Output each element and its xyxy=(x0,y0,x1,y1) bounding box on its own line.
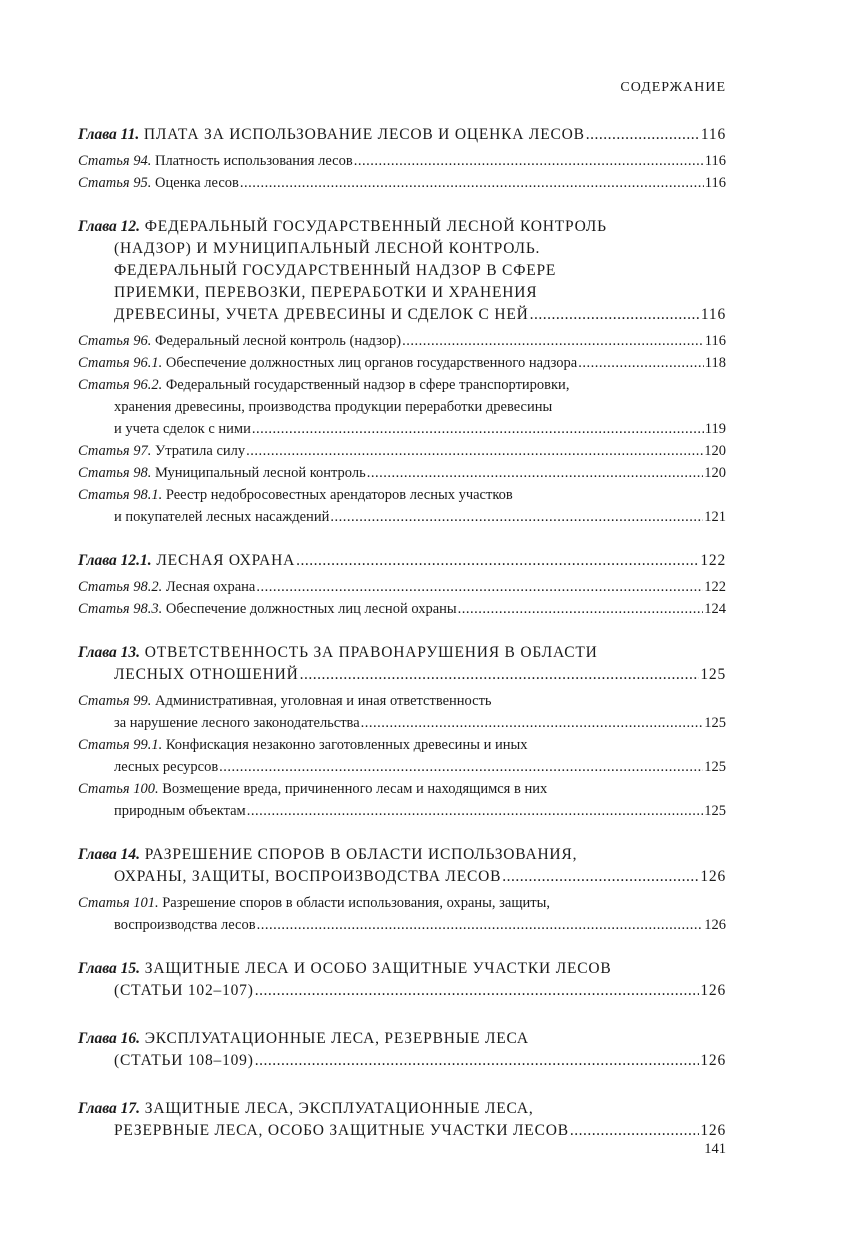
chapter-label: Глава 15. xyxy=(78,960,141,977)
article-label: Статья 100. xyxy=(78,781,159,797)
article-entry[interactable] xyxy=(78,172,726,194)
dot-leader xyxy=(578,352,704,374)
article-line xyxy=(78,352,726,374)
toc-chapter xyxy=(78,216,726,540)
chapter-title-text: (СТАТЬИ 108–109) xyxy=(114,1052,254,1069)
article-title-text: Федеральный государственный надзор в сфере транспортировки, xyxy=(165,377,570,393)
dot-leader xyxy=(256,576,703,598)
chapter-heading[interactable] xyxy=(78,1098,726,1142)
chapter-label: Глава 17. xyxy=(78,1100,141,1117)
chapter-title-text: ЭКСПЛУАТАЦИОННЫЕ ЛЕСА, РЕЗЕРВНЫЕ ЛЕСА xyxy=(144,1030,529,1047)
article-page-number: 125 xyxy=(704,715,726,731)
toc-chapter xyxy=(78,844,726,948)
dot-leader xyxy=(570,1120,700,1142)
article-entry[interactable] xyxy=(78,598,726,620)
article-entry[interactable] xyxy=(78,330,726,352)
chapter-label: Глава 14. xyxy=(78,846,141,863)
article-line xyxy=(78,330,726,352)
article-line xyxy=(78,712,726,734)
article-entry[interactable] xyxy=(78,892,726,936)
article-page-number: 125 xyxy=(704,759,726,775)
article-title-text: хранения древесины, производства продукции переработки древесины xyxy=(114,399,553,415)
article-label: Статья 96.1. xyxy=(78,355,163,371)
chapter-heading[interactable] xyxy=(78,216,726,326)
article-entry[interactable] xyxy=(78,734,726,778)
toc-chapter xyxy=(78,642,726,834)
article-line xyxy=(78,576,726,598)
article-line xyxy=(78,462,726,484)
chapter-heading-line xyxy=(78,1120,726,1142)
chapter-heading-line xyxy=(78,642,726,664)
chapter-heading-line xyxy=(78,282,726,304)
article-line xyxy=(78,418,726,440)
article-entry[interactable] xyxy=(78,440,726,462)
article-title-text: Возмещение вреда, причиненного лесам и находящимся в них xyxy=(162,781,548,797)
article-page-number: 122 xyxy=(704,579,726,595)
article-label: Статья 99. xyxy=(78,693,152,709)
article-list xyxy=(78,576,726,620)
chapter-title-text: РЕЗЕРВНЫЕ ЛЕСА, ОСОБО ЗАЩИТНЫЕ УЧАСТКИ ЛЕСОВ xyxy=(114,1122,569,1139)
article-title-text: лесных ресурсов xyxy=(114,759,219,775)
chapter-title-text: (НАДЗОР) И МУНИЦИПАЛЬНЫЙ ЛЕСНОЙ КОНТРОЛЬ. xyxy=(114,240,541,257)
chapter-heading-line xyxy=(78,550,726,572)
chapter-heading[interactable] xyxy=(78,642,726,686)
chapter-title-text: ОТВЕТСТВЕННОСТЬ ЗА ПРАВОНАРУШЕНИЯ В ОБЛАСТИ xyxy=(144,644,598,661)
article-title-text: Реестр недобросовестных арендаторов лесных участков xyxy=(165,487,513,503)
dot-leader xyxy=(240,172,704,194)
article-entry[interactable] xyxy=(78,778,726,822)
article-page-number: 120 xyxy=(704,465,726,481)
article-page-number: 126 xyxy=(704,917,726,933)
article-line xyxy=(78,800,726,822)
article-page-number: 120 xyxy=(704,443,726,459)
chapter-spacer xyxy=(78,936,726,948)
toc-chapter xyxy=(78,1028,726,1088)
chapter-title-text: ПРИЕМКИ, ПЕРЕВОЗКИ, ПЕРЕРАБОТКИ И ХРАНЕНИЯ xyxy=(114,284,538,301)
chapter-page-number: 122 xyxy=(700,552,726,569)
toc-chapter xyxy=(78,1098,726,1142)
chapter-title-text: ЗАЩИТНЫЕ ЛЕСА И ОСОБО ЗАЩИТНЫЕ УЧАСТКИ ЛЕСОВ xyxy=(144,960,612,977)
chapter-page-number: 126 xyxy=(700,1052,726,1069)
chapter-heading-line xyxy=(78,124,726,146)
dot-leader xyxy=(300,664,700,686)
article-line xyxy=(78,396,726,418)
article-label: Статья 98.1. xyxy=(78,487,163,503)
article-label: Статья 95. xyxy=(78,175,152,191)
chapter-heading[interactable] xyxy=(78,844,726,888)
chapter-heading[interactable] xyxy=(78,1028,726,1072)
chapter-title-text: ОХРАНЫ, ЗАЩИТЫ, ВОСПРОИЗВОДСТВА ЛЕСОВ xyxy=(114,868,502,885)
article-line xyxy=(78,914,726,936)
article-page-number: 125 xyxy=(704,803,726,819)
dot-leader xyxy=(219,756,703,778)
article-entry[interactable] xyxy=(78,484,726,528)
chapter-heading-line xyxy=(78,866,726,888)
table-of-contents xyxy=(78,124,726,1152)
chapter-title-text: ФЕДЕРАЛЬНЫЙ ГОСУДАРСТВЕННЫЙ ЛЕСНОЙ КОНТРОЛЬ xyxy=(144,218,607,235)
article-title-text: Обеспечение должностных лиц лесной охраны xyxy=(165,601,457,617)
article-title-text: и учета сделок с ними xyxy=(114,421,251,437)
article-entry[interactable] xyxy=(78,576,726,598)
chapter-heading-line xyxy=(78,958,726,980)
chapter-title-text: ЗАЩИТНЫЕ ЛЕСА, ЭКСПЛУАТАЦИОННЫЕ ЛЕСА, xyxy=(144,1100,534,1117)
chapter-heading-line xyxy=(78,664,726,686)
article-line xyxy=(78,778,726,800)
article-title-text: Административная, уголовная и иная ответственность xyxy=(154,693,492,709)
chapter-title-text: ДРЕВЕСИНЫ, УЧЕТА ДРЕВЕСИНЫ И СДЕЛОК С НЕЙ xyxy=(114,306,529,323)
article-title-text: Лесная охрана xyxy=(165,579,256,595)
chapter-heading-line xyxy=(78,1050,726,1072)
article-page-number: 118 xyxy=(704,355,726,371)
article-line xyxy=(78,506,726,528)
chapter-heading-line xyxy=(78,844,726,866)
chapter-title-text: РАЗРЕШЕНИЕ СПОРОВ В ОБЛАСТИ ИСПОЛЬЗОВАНИЯ, xyxy=(144,846,578,863)
article-title-text: Разрешение споров в области использования, охраны, защиты, xyxy=(162,895,550,911)
article-line xyxy=(78,150,726,172)
dot-leader xyxy=(354,150,704,172)
article-title-text: природным объектам xyxy=(114,803,246,819)
chapter-page-number: 126 xyxy=(700,868,726,885)
chapter-page-number: 116 xyxy=(700,306,726,323)
chapter-heading-line xyxy=(78,980,726,1002)
dot-leader xyxy=(402,330,704,352)
article-list xyxy=(78,330,726,528)
chapter-label: Глава 12.1. xyxy=(78,552,152,569)
dot-leader xyxy=(502,866,699,888)
chapter-heading-line xyxy=(78,304,726,326)
chapter-label: Глава 12. xyxy=(78,218,141,235)
article-label: Статья 94. xyxy=(78,153,152,169)
chapter-heading-line xyxy=(78,1028,726,1050)
chapter-page-number: 126 xyxy=(700,1122,726,1139)
article-line xyxy=(78,172,726,194)
chapter-heading-line xyxy=(78,216,726,238)
article-title-text: воспроизводства лесов xyxy=(114,917,256,933)
article-page-number: 116 xyxy=(704,153,726,169)
article-title-text: и покупателей лесных насаждений xyxy=(114,509,330,525)
chapter-heading-line xyxy=(78,238,726,260)
article-line xyxy=(78,598,726,620)
chapter-title-text: ЛЕСНАЯ ОХРАНА xyxy=(156,552,296,569)
dot-leader xyxy=(361,712,704,734)
article-page-number: 116 xyxy=(704,333,726,349)
article-label: Статья 99.1. xyxy=(78,737,163,753)
article-line xyxy=(78,374,726,396)
article-title-text: Утратила силу xyxy=(154,443,246,459)
article-title-text: за нарушение лесного законодательства xyxy=(114,715,360,731)
chapter-page-number: 116 xyxy=(700,126,726,143)
article-title-text: Платность использования лесов xyxy=(154,153,353,169)
chapter-page-number: 125 xyxy=(700,666,726,683)
article-title-text: Оценка лесов xyxy=(154,175,239,191)
article-label: Статья 98.3. xyxy=(78,601,163,617)
chapter-heading-line xyxy=(78,1098,726,1120)
article-label: Статья 98. xyxy=(78,465,152,481)
article-label: Статья 96.2. xyxy=(78,377,163,393)
dot-leader xyxy=(247,800,704,822)
dot-leader xyxy=(257,914,704,936)
article-entry[interactable] xyxy=(78,462,726,484)
article-line xyxy=(78,734,726,756)
dot-leader xyxy=(255,1050,700,1072)
article-page-number: 121 xyxy=(704,509,726,525)
chapter-page-number: 126 xyxy=(700,982,726,999)
chapter-title-text: ФЕДЕРАЛЬНЫЙ ГОСУДАРСТВЕННЫЙ НАДЗОР В СФЕРЕ xyxy=(114,262,557,279)
chapter-heading-line xyxy=(78,260,726,282)
chapter-label: Глава 16. xyxy=(78,1030,141,1047)
chapter-spacer xyxy=(78,822,726,834)
article-label: Статья 101. xyxy=(78,895,159,911)
page-number: 141 xyxy=(704,1141,726,1157)
article-line xyxy=(78,892,726,914)
chapter-spacer xyxy=(78,528,726,540)
chapter-title-text: ЛЕСНЫХ ОТНОШЕНИЙ xyxy=(114,666,299,683)
toc-chapter xyxy=(78,550,726,632)
dot-leader xyxy=(458,598,704,620)
article-title-text: Обеспечение должностных лиц органов государственного надзора xyxy=(165,355,578,371)
article-entry[interactable] xyxy=(78,690,726,734)
article-page-number: 119 xyxy=(704,421,726,437)
article-line xyxy=(78,484,726,506)
toc-chapter xyxy=(78,124,726,206)
chapter-heading[interactable] xyxy=(78,958,726,1002)
dot-leader xyxy=(367,462,704,484)
chapter-heading[interactable] xyxy=(78,124,726,146)
dot-leader xyxy=(255,980,700,1002)
article-title-text: Федеральный лесной контроль (надзор) xyxy=(154,333,402,349)
article-page-number: 116 xyxy=(704,175,726,191)
article-line xyxy=(78,756,726,778)
article-label: Статья 96. xyxy=(78,333,152,349)
article-label: Статья 98.2. xyxy=(78,579,163,595)
article-label: Статья 97. xyxy=(78,443,152,459)
article-page-number: 124 xyxy=(704,601,726,617)
toc-chapter xyxy=(78,958,726,1018)
article-line xyxy=(78,690,726,712)
article-line xyxy=(78,440,726,462)
dot-leader xyxy=(330,506,703,528)
running-head: СОДЕРЖАНИЕ xyxy=(620,80,726,95)
article-list xyxy=(78,690,726,822)
chapter-title-text: ПЛАТА ЗА ИСПОЛЬЗОВАНИЕ ЛЕСОВ И ОЦЕНКА ЛЕСОВ xyxy=(143,126,585,143)
chapter-spacer xyxy=(78,194,726,206)
dot-leader xyxy=(246,440,703,462)
chapter-spacer xyxy=(78,1006,726,1018)
chapter-label: Глава 13. xyxy=(78,644,141,661)
dot-leader xyxy=(530,304,700,326)
article-list xyxy=(78,892,726,936)
chapter-title-text: (СТАТЬИ 102–107) xyxy=(114,982,254,999)
article-entry[interactable] xyxy=(78,352,726,374)
article-entry[interactable] xyxy=(78,150,726,172)
dot-leader xyxy=(296,550,699,572)
dot-leader xyxy=(586,124,700,146)
chapter-heading[interactable] xyxy=(78,550,726,572)
article-title-text: Конфискация незаконно заготовленных древесины и иных xyxy=(165,737,528,753)
article-title-text: Муниципальный лесной контроль xyxy=(154,465,366,481)
chapter-spacer xyxy=(78,1076,726,1088)
chapter-label: Глава 11. xyxy=(78,126,140,143)
article-entry[interactable] xyxy=(78,374,726,440)
chapter-spacer xyxy=(78,620,726,632)
dot-leader xyxy=(252,418,704,440)
article-list xyxy=(78,150,726,194)
